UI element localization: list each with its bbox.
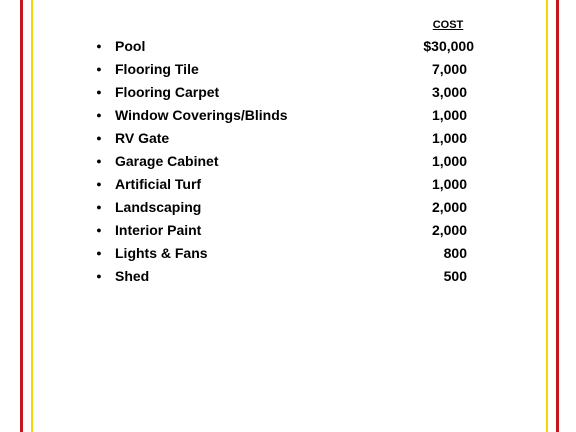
item-label: Artificial Turf (115, 176, 202, 192)
bullet-icon: ● (96, 87, 102, 97)
bullet-icon: ● (96, 248, 102, 258)
item-label: Flooring Tile (115, 61, 199, 77)
list-item (0, 242, 576, 265)
item-cost: $30,000 (423, 38, 474, 54)
item-label: Pool (115, 38, 146, 54)
item-cost: 7,000 (431, 61, 467, 77)
item-cost: 2,000 (431, 222, 467, 238)
bullet-icon: ● (96, 179, 102, 189)
list-item (0, 58, 576, 81)
item-cost: 1,000 (431, 176, 467, 192)
cost-column-header: COST (432, 19, 464, 31)
item-cost: 1,000 (431, 153, 467, 169)
bullet-icon: ● (96, 271, 102, 281)
item-label: Window Coverings/Blinds (115, 107, 288, 123)
list-item (0, 150, 576, 173)
list-item (0, 35, 576, 58)
bullet-icon: ● (96, 41, 102, 51)
item-label: RV Gate (115, 130, 170, 146)
list-item (0, 104, 576, 127)
bullet-icon: ● (96, 202, 102, 212)
list-item (0, 173, 576, 196)
item-label: Landscaping (115, 199, 202, 215)
list-item (0, 265, 576, 288)
item-cost: 500 (443, 268, 467, 284)
item-label: Interior Paint (115, 222, 202, 238)
item-label: Lights & Fans (115, 245, 208, 261)
item-cost: 1,000 (431, 130, 467, 146)
item-label: Garage Cabinet (115, 153, 219, 169)
bullet-icon: ● (96, 133, 102, 143)
list-item (0, 196, 576, 219)
list-item (0, 219, 576, 242)
bullet-icon: ● (96, 110, 102, 120)
list-item (0, 127, 576, 150)
item-label: Flooring Carpet (115, 84, 220, 100)
item-cost: 800 (443, 245, 467, 261)
item-label: Shed (115, 268, 150, 284)
item-cost: 3,000 (431, 84, 467, 100)
item-cost: 2,000 (431, 199, 467, 215)
bullet-icon: ● (96, 225, 102, 235)
bullet-icon: ● (96, 156, 102, 166)
item-cost: 1,000 (431, 107, 467, 123)
bullet-icon: ● (96, 64, 102, 74)
cost-item-list (0, 35, 576, 288)
list-item (0, 81, 576, 104)
